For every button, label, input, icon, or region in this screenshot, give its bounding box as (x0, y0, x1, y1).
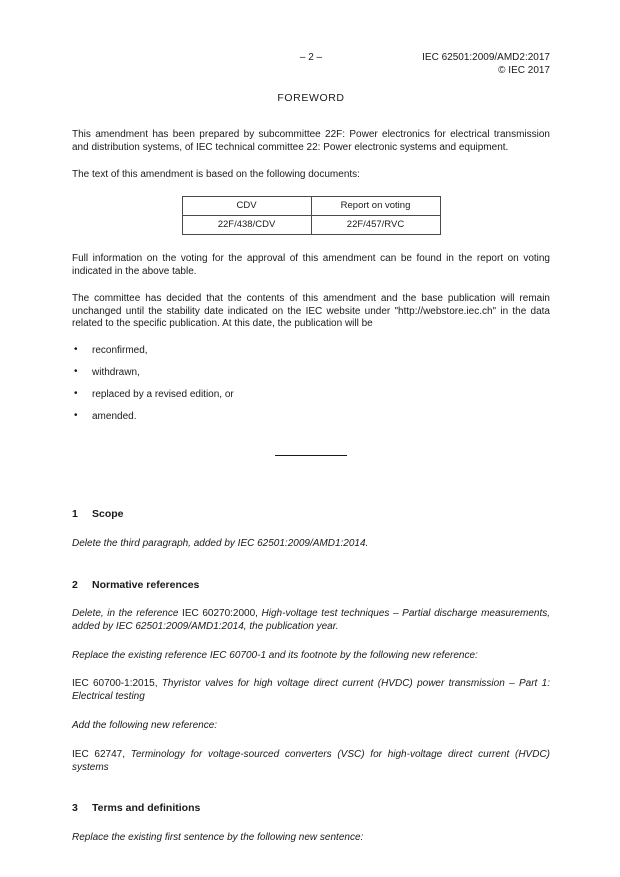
text-segment: IEC 60270:2000, (182, 607, 262, 619)
section-title: Scope (92, 508, 124, 521)
table-cell-rvc-value: 22F/457/RVC (311, 215, 440, 234)
section-title: Normative references (92, 578, 200, 591)
editorial-instruction: Add the following new reference: (72, 719, 218, 731)
editorial-instruction: Replace the existing first sentence by the following new sentence: (72, 831, 364, 843)
section-3-heading (72, 802, 550, 815)
reference-title: Thyristor valves for high voltage direct current (HVDC) power transmission – Part 1: Electrical testing (72, 678, 550, 703)
bullet-text: amended. (92, 410, 137, 422)
section-1-heading (72, 508, 550, 521)
voting-table (182, 196, 441, 235)
bullet-text: reconfirmed, (92, 345, 148, 357)
reference-number: IEC 60700-1:2015, (72, 678, 162, 690)
doc-reference-line: IEC 62501:2009/AMD2:2017 (422, 52, 550, 63)
text-segment: Delete, in the reference (72, 607, 183, 619)
section-number: 2 (72, 578, 78, 591)
voting-table-header-row (182, 196, 440, 215)
table-header-cdv: CDV (182, 196, 311, 215)
section-2-heading (72, 579, 550, 592)
table-cell-cdv-value: 22F/438/CDV (182, 215, 311, 234)
text-segment: , added by IEC 62501:2009/AMD1:2014, the publication year. (72, 607, 550, 632)
bullet-text: withdrawn, (92, 366, 140, 378)
section-number: 1 (72, 508, 78, 521)
section-divider (275, 455, 347, 456)
voting-table-data-row (182, 215, 440, 234)
section-number: 3 (72, 802, 78, 815)
bullet-icon: • (74, 344, 78, 356)
page-number: – 2 – (299, 52, 323, 63)
editorial-instruction: Replace the existing reference IEC 60700-1 and its footnote by the following new reference: (72, 649, 478, 661)
text-segment: High-voltage test techniques – Partial discharge measurements (261, 607, 548, 619)
bullet-icon: • (74, 409, 78, 421)
bullet-item (72, 389, 550, 402)
foreword-paragraph-1: This amendment has been prepared by subcommittee 22F: Power electronics for electrical transmission and distribution systems, of IEC technical committee 22: Power electronic systems and equipment. (72, 129, 550, 154)
foreword-title: FOREWORD (277, 92, 345, 104)
bullet-item (72, 411, 550, 424)
bullet-list (72, 345, 550, 423)
bullet-icon: • (74, 365, 78, 377)
bullet-item (72, 345, 550, 358)
editorial-instruction: Delete the third paragraph, added by IEC 62501:2009/AMD1:2014. (72, 537, 369, 549)
section-title: Terms and definitions (92, 802, 201, 815)
bullet-text: replaced by a revised edition, or (92, 388, 234, 400)
editorial-instruction (72, 608, 550, 634)
table-header-report-on-voting: Report on voting (311, 196, 440, 215)
reference-entry (72, 678, 550, 704)
foreword-paragraph-4: The committee has decided that the contents of this amendment and the base publication will remain unchanged until the stability date indicated on the IEC website under "http://webstore.iec.ch" in the data related to the specific publication. At this date, the publication will be (72, 292, 550, 330)
copyright-line: © IEC 2017 (498, 64, 550, 76)
bullet-icon: • (74, 387, 78, 399)
reference-title: Terminology for voltage-sourced converters (VSC) for high-voltage direct current (HVDC) systems (72, 748, 551, 773)
reference-entry (72, 749, 550, 775)
foreword-paragraph-3: Full information on the voting for the approval of this amendment can be found in the report on voting indicated in the above table. (72, 253, 550, 277)
foreword-paragraph-2: The text of this amendment is based on the following documents: (72, 169, 360, 181)
page-header (72, 52, 550, 78)
bullet-item (72, 367, 550, 380)
reference-number: IEC 62747, (72, 748, 131, 760)
